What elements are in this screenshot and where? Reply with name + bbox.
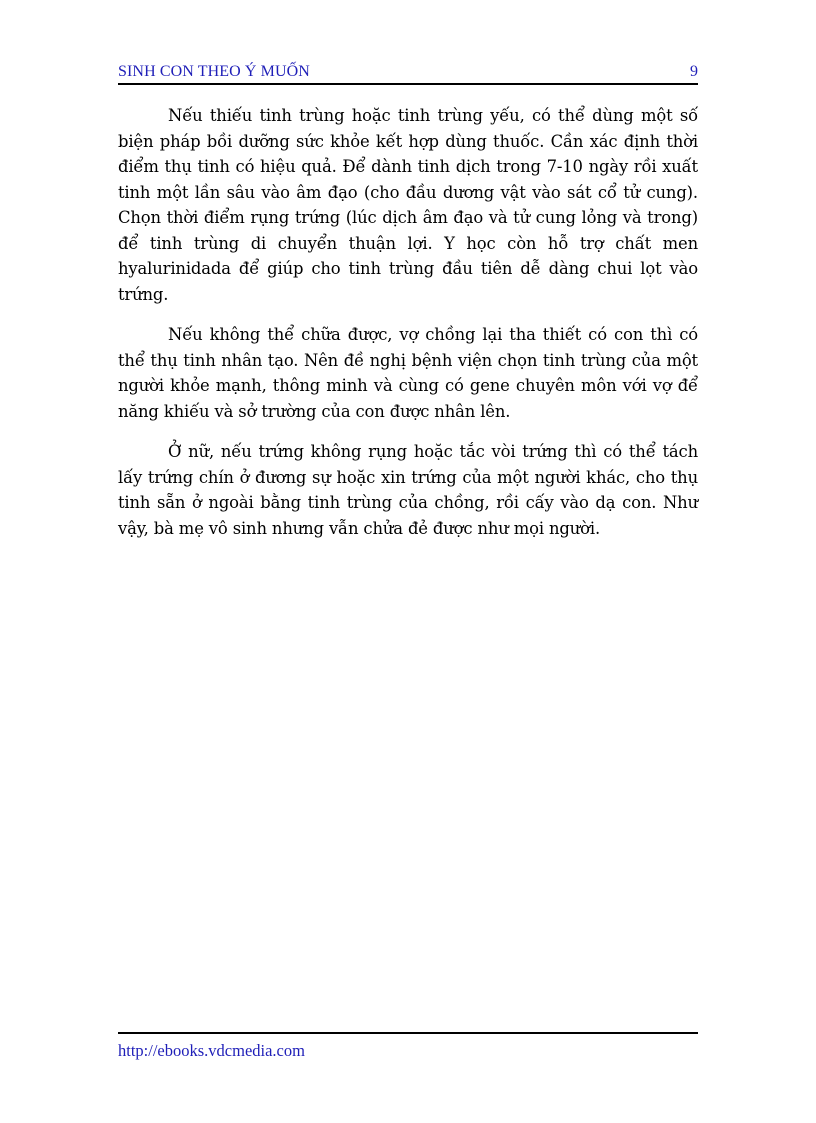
paragraph-2: Nếu không thể chữa được, vợ chồng lại tha thiết có con thì có thể thụ tinh nhân tạo. Nên đề nghị bệnh viện chọn tinh trùng của một người khỏe mạnh, thông minh và cùng có gene chuyên môn với vợ để năng khiếu và sở trường của con được nhân lên. xyxy=(118,325,698,421)
paragraph-3: Ở nữ, nếu trứng không rụng hoặc tắc vòi trứng thì có thể tách lấy trứng chín ở đương sự hoặc xin trứng của một người khác, cho thụ tinh sẵn ở ngoài bằng tinh trùng của chồng, rồi cấy vào dạ con. Như vậy, bà mẹ vô sinh nhưng vẫn chửa đẻ được như mọi người. xyxy=(118,442,698,538)
page-header xyxy=(118,63,698,85)
running-title: SINH CON THEO Ý MUỐN xyxy=(118,63,310,80)
body-text xyxy=(118,103,698,556)
footer-divider xyxy=(118,1032,698,1034)
page-number: 9 xyxy=(690,63,698,80)
paragraph-1: Nếu thiếu tinh trùng hoặc tinh trùng yếu, có thể dùng một số biện pháp bồi dưỡng sức khỏe kết hợp dùng thuốc. Cần xác định thời điểm thụ tinh có hiệu quả. Để dành tinh dịch trong 7-10 ngày rồi xuất tinh một lần sâu vào âm đạo (cho đầu dương vật vào sát cổ tử cung). Chọn thời điểm rụng trứng (lúc dịch âm đạo và tử cung lỏng và trong) để tinh trùng di chuyển thuận lợi. Y học còn hỗ trợ chất men hyalurinidada để giúp cho tinh trùng đầu tiên dễ dàng chui lọt vào trứng. xyxy=(118,106,698,304)
footer-url-link[interactable]: http://ebooks.vdcmedia.com xyxy=(118,1041,305,1060)
